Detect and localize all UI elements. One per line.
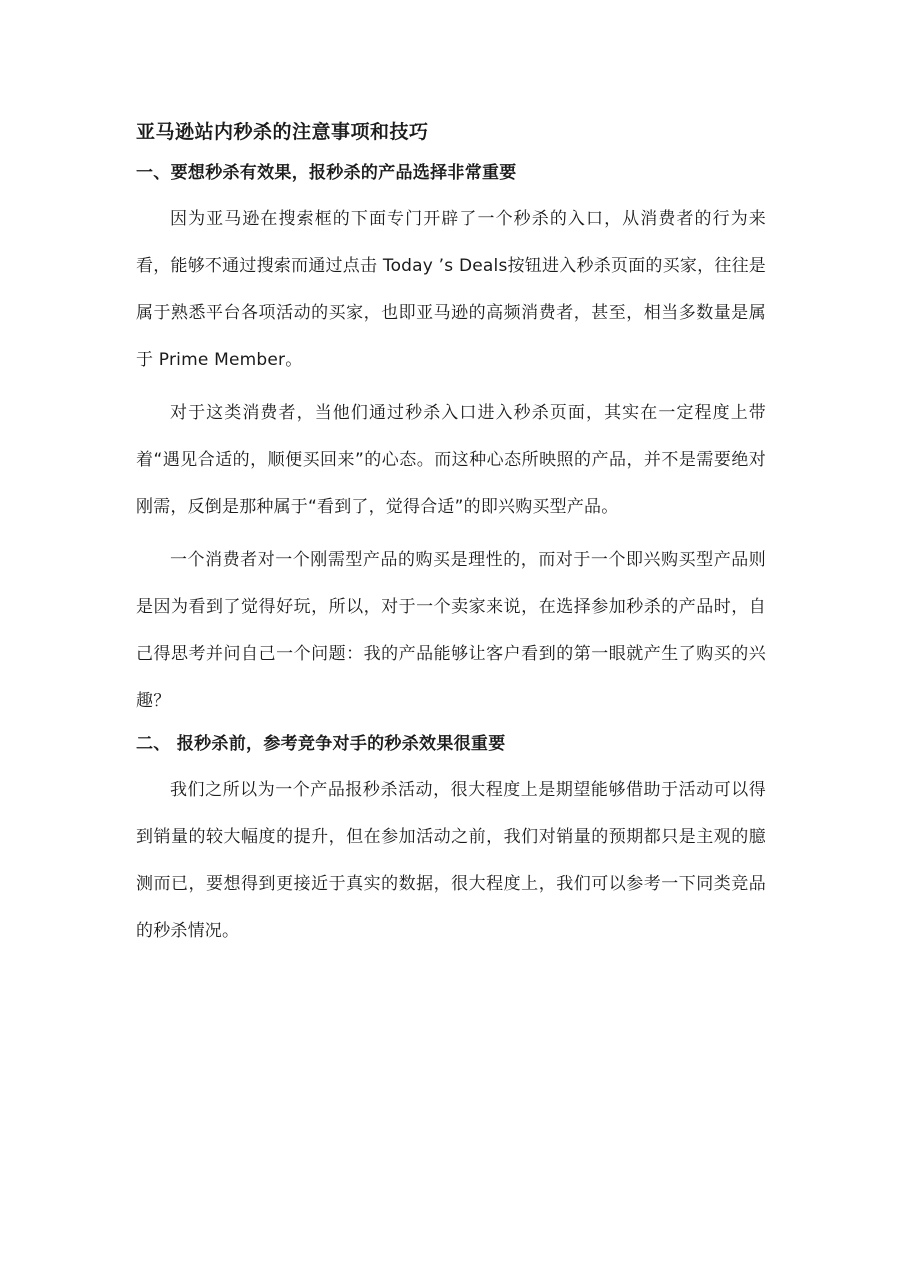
paragraph: 对于这类消费者，当他们通过秒杀入口进入秒杀页面，其实在一定程度上带着“遇见合适的，顺便买回来”的心态。而这种心态所映照的产品，并不是需要绝对刚需，反倒是那种属于“看到了，觉得合适”的即兴购买型产品。 bbox=[136, 403, 766, 517]
section-heading-1: 一、要想秒杀有效果，报秒杀的产品选择非常重要 bbox=[136, 163, 517, 183]
document-title: 亚马逊站内秒杀的注意事项和技巧 bbox=[136, 121, 429, 143]
document-page bbox=[136, 118, 766, 955]
section-heading-2: 二、 报秒杀前，参考竞争对手的秒杀效果很重要 bbox=[136, 734, 506, 754]
paragraph: 一个消费者对一个刚需型产品的购买是理性的，而对于一个即兴购买型产品则是因为看到了觉得好玩，所以，对于一个卖家来说，在选择参加秒杀的产品时，自己得思考并问自己一个问题：我的产品能够让客户看到的第一眼就产生了购买的兴趣？ bbox=[136, 550, 766, 711]
paragraph: 因为亚马逊在搜索框的下面专门开辟了一个秒杀的入口，从消费者的行为来看，能够不通过搜索而通过点击 Today ’s Deals按钮进入秒杀页面的买家，往往是属于熟悉平台各项活动的买家，也即亚马逊的高频消费者，甚至，相当多数量是属于 Prime Member。 bbox=[136, 209, 766, 370]
paragraph: 我们之所以为一个产品报秒杀活动，很大程度上是期望能够借助于活动可以得到销量的较大幅度的提升，但在参加活动之前，我们对销量的预期都只是主观的臆测而已，要想得到更接近于真实的数据，很大程度上，我们可以参考一下同类竞品的秒杀情况。 bbox=[136, 780, 766, 941]
